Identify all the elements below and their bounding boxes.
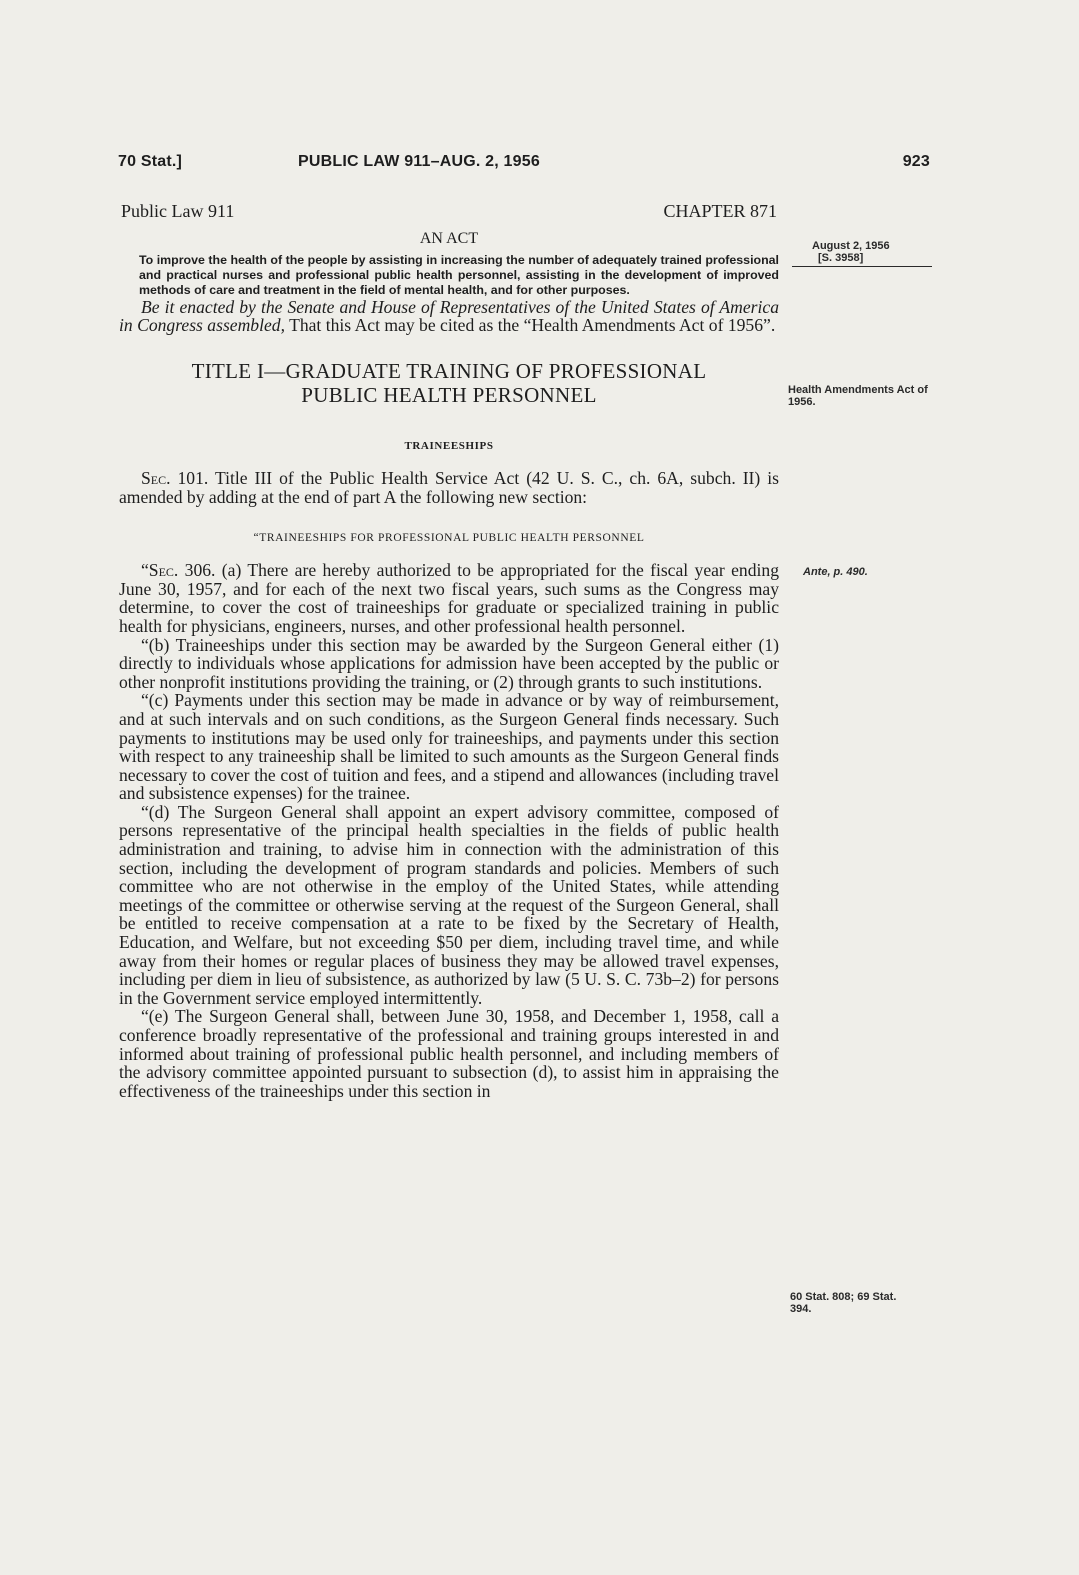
- margin-note-health-amendments: Health Amendments Act of 1956.: [788, 384, 928, 408]
- paragraph-a: [119, 561, 779, 635]
- chapter-label: CHAPTER 871: [663, 201, 777, 221]
- an-act-heading: AN ACT: [419, 230, 479, 247]
- approval-date: August 2, 1956: [812, 240, 890, 252]
- stat-volume: 70 Stat.]: [118, 153, 183, 170]
- section-306-heading: “TRAINEESHIPS FOR PROFESSIONAL PUBLIC HEALTH PERSONNEL: [253, 531, 645, 544]
- law-and-date: PUBLIC LAW 911–AUG. 2, 1956: [298, 153, 540, 170]
- title-i-heading: [119, 359, 779, 407]
- section-101-text: Title III of the Public Health Service Act (42 U. S. C., ch. 6A, subch. II) is amended by adding at the end of part A the following new section:: [119, 468, 779, 507]
- section-101: [119, 469, 779, 506]
- main-text-column: [119, 200, 779, 1100]
- senate-bill-number: [S. 3958]: [818, 252, 864, 264]
- paragraph-c: “(c) Payments under this section may be made in advance or by way of reimbursement, and at such intervals and on such conditions, as the Surgeon General finds necessary. Such payments to institutions may be used only for traineeships, and payments under this section with respect to any traineeship shall be limited to such amounts as the Surgeon General finds necessary to cover the cost of tuition and fees, and a stipend and allowances (including travel and subsistence expenses) for the trainee.: [119, 690, 779, 804]
- paragraph-e: “(e) The Surgeon General shall, between June 30, 1958, and December 1, 1958, call a conference broadly representative of the professional and training groups interested in and informed about training of professional public health personnel, and including members of the advisory committee appointed pursuant to subsection (d), to assist him in appraising the effectiveness of the traineeships under this section in: [119, 1006, 779, 1101]
- section-101-label: Sec. 101.: [141, 468, 209, 489]
- law-chapter-row: [119, 200, 779, 222]
- margin-note-stat: 60 Stat. 808; 69 Stat. 394.: [790, 1291, 897, 1315]
- purpose-text: To improve the health of the people by assisting in increasing the number of adequately trained professional and practical nurses and professional public health personnel, assisting in the development of improved methods of care and treatment in the field of mental health, and for other purposes.: [139, 252, 779, 297]
- paragraph-d: “(d) The Surgeon General shall appoint an expert advisory committee, composed of persons representative of the principal health specialties in the fields of public health administration and training, to advise him in connection with the administration of this section, including the development of program standards and policies. Members of such committee who are not otherwise in the employ of the United States, while attending meetings of the committee or otherwise serving at the request of the Surgeon General, shall be entitled to receive compensation at a rate to be fixed by the Secretary of Health, Education, and Welfare, but not exceeding $50 per diem, including travel time, and while away from their homes or regular places of business they may be allowed travel expenses, including per diem in lieu of subsistence, as authorized by law (5 U. S. C. 73b–2) for persons in the Government service employed intermittently.: [119, 801, 779, 1008]
- enacting-clause: [119, 298, 779, 335]
- traineeships-subheading: TRAINEESHIPS: [404, 439, 494, 452]
- purpose-statement: [119, 253, 779, 298]
- enacting-clause-italic: Be it enacted by the Senate and House of Representatives of the United States of America in Congress assembled,: [119, 296, 779, 336]
- enacting-clause-rest: That this Act may be cited as the “Health Amendments Act of 1956”.: [285, 315, 776, 336]
- margin-note-date: [812, 240, 962, 267]
- margin-note-ante: Ante, p. 490.: [803, 566, 868, 578]
- section-306-label: “Sec. 306.: [141, 560, 216, 581]
- margin-rule: [792, 266, 932, 267]
- title-i-line-2: PUBLIC HEALTH PERSONNEL: [301, 382, 597, 407]
- public-law-label: Public Law 911: [121, 201, 235, 221]
- title-i-line-1: TITLE I—GRADUATE TRAINING OF PROFESSIONAL: [191, 358, 707, 383]
- paragraph-a-text: (a) There are hereby authorized to be appropriated for the fiscal year ending June 30, 1957, and for each of the next two fiscal years, such sums as the Congress may determine, to cover the cost of traineeships for graduate or specialized training in public health for physicians, engineers, nurses, and other professional health personnel.: [119, 560, 780, 636]
- page-number: 923: [902, 153, 930, 170]
- paragraph-b: “(b) Traineeships under this section may be awarded by the Surgeon General either (1) directly to individuals whose applications for admission have been accepted by the public or other nonprofit institutions providing the training, or (2) through grants to such institutions.: [119, 634, 779, 692]
